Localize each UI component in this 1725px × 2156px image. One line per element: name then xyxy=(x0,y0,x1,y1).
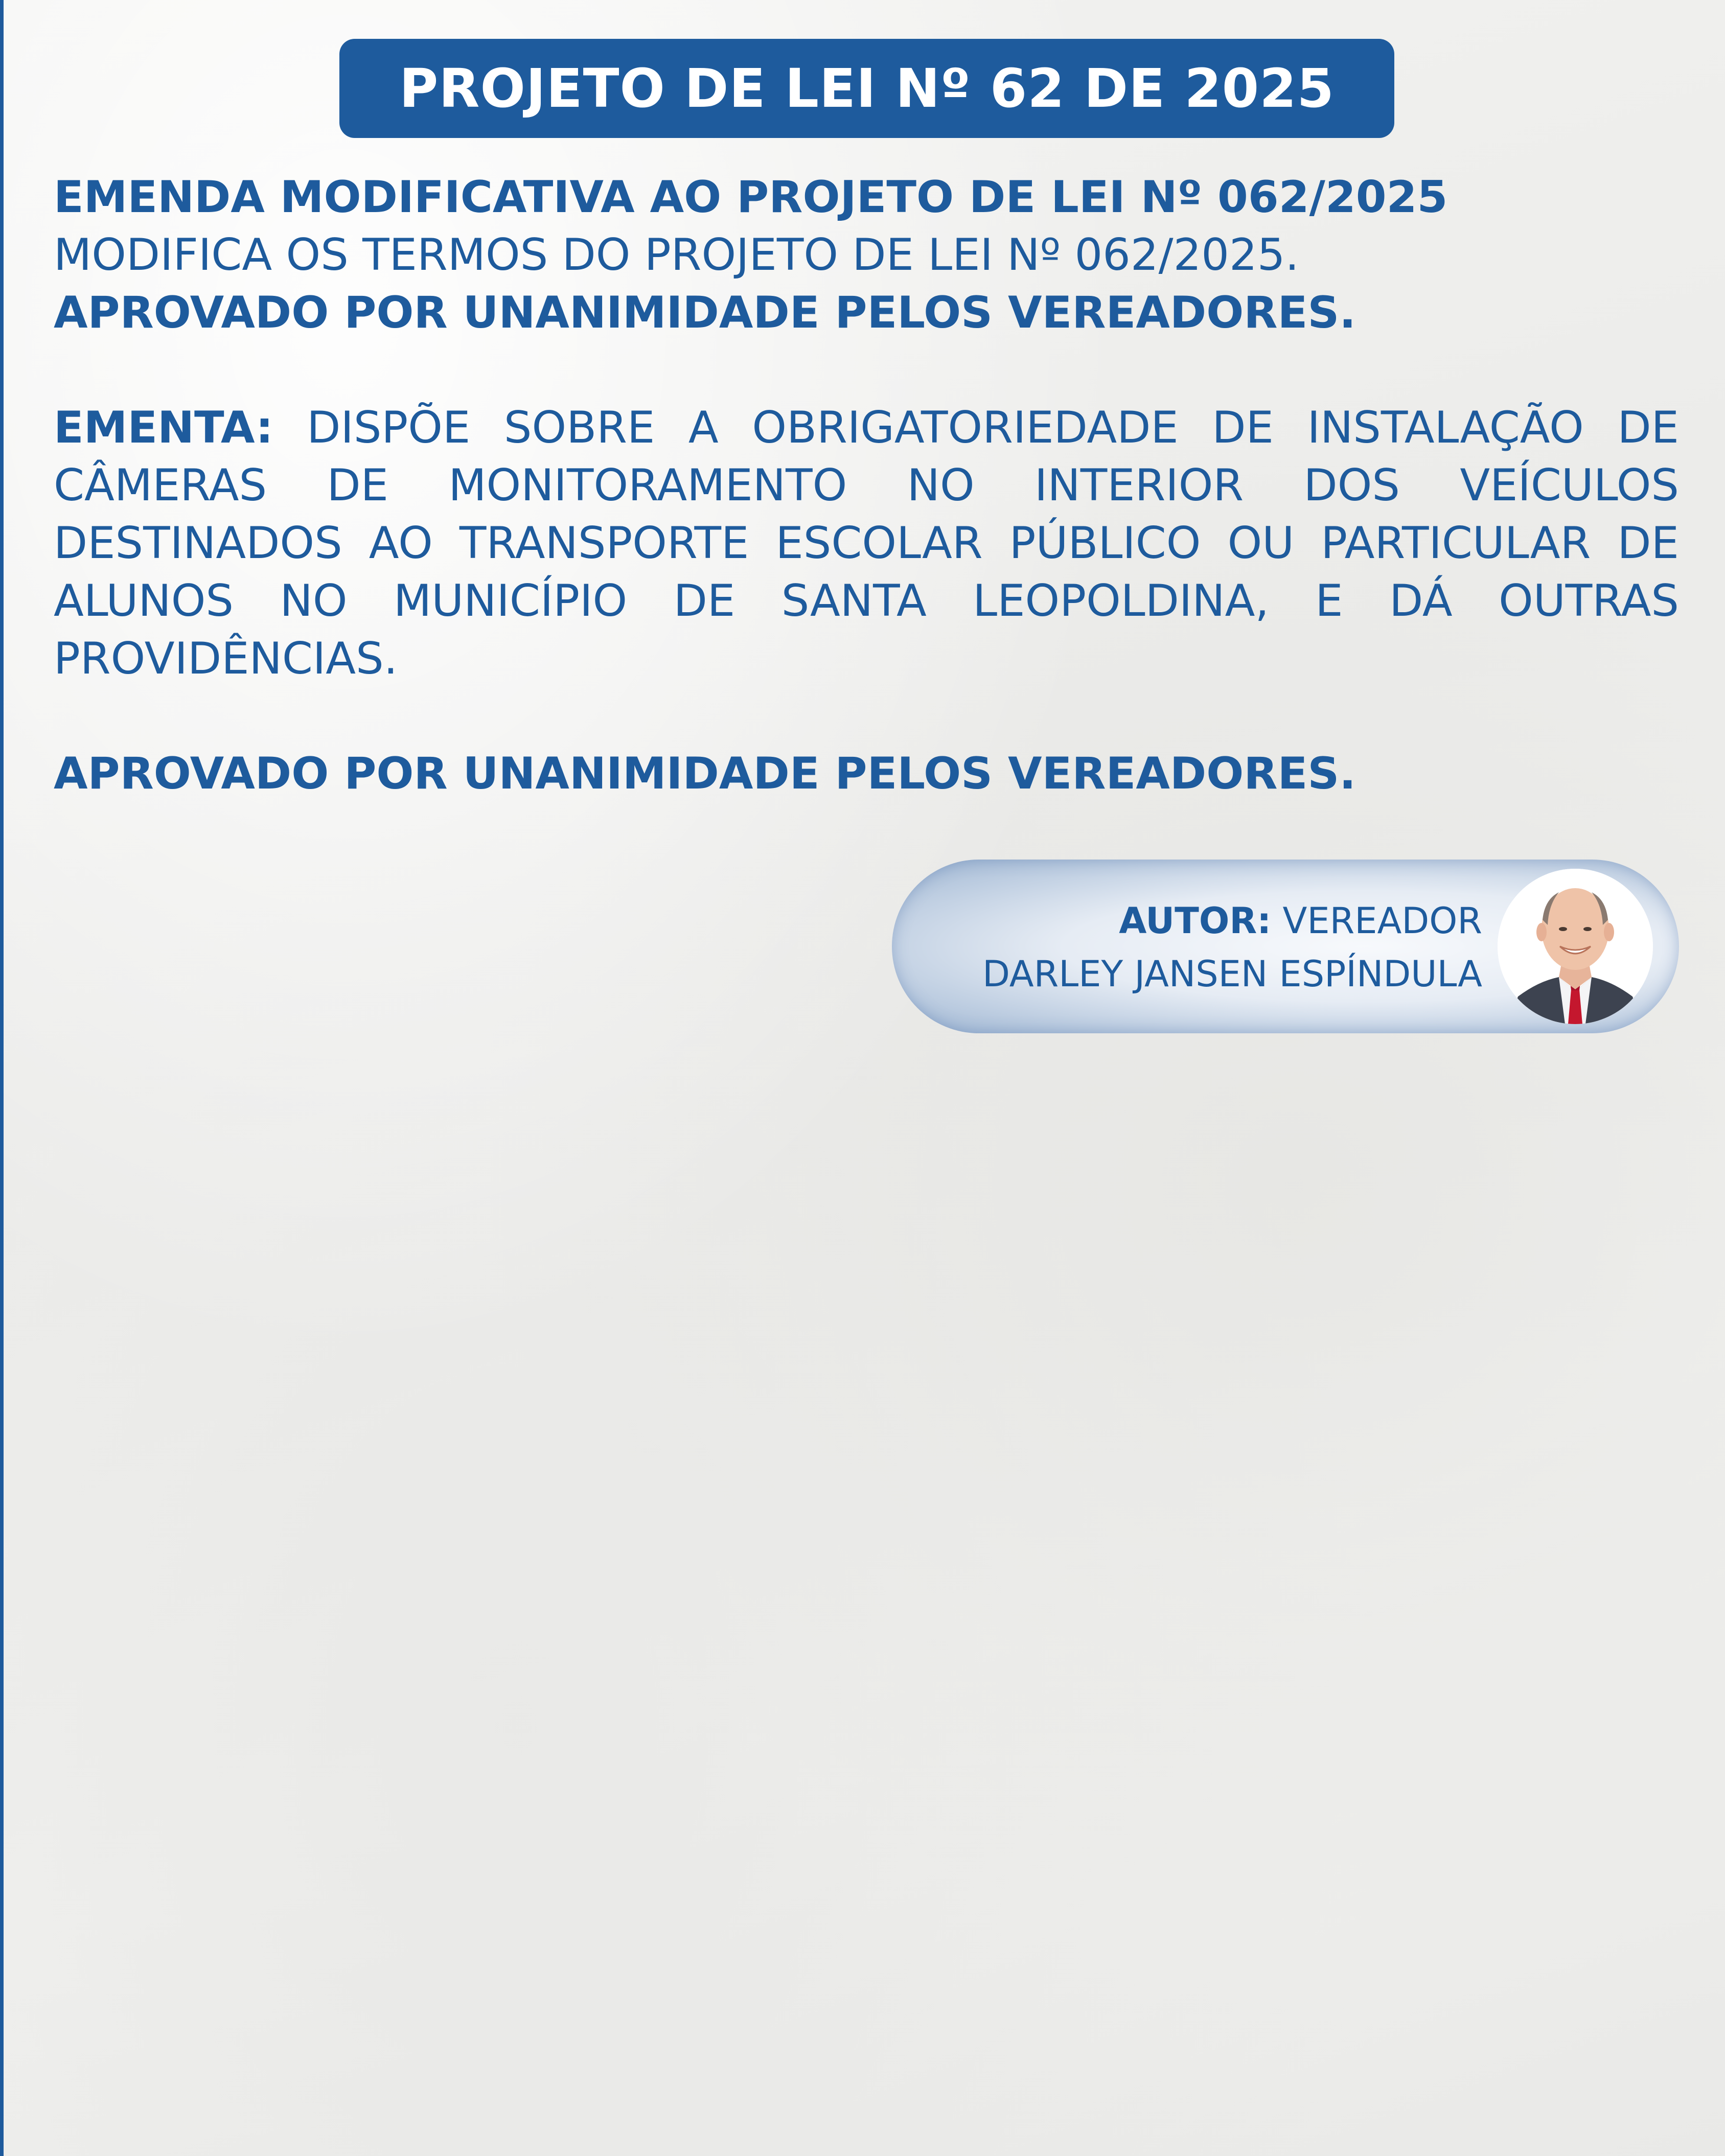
author-role: VEREADOR xyxy=(1282,900,1482,942)
author-portrait-icon xyxy=(1498,869,1653,1024)
author-name: DARLEY JANSEN ESPÍNDULA xyxy=(982,953,1482,995)
ementa-label: EMENTA: xyxy=(54,402,273,453)
amendment-status: APROVADO POR UNANIMIDADE PELOS VEREADORES. xyxy=(54,287,1356,338)
left-border-accent xyxy=(0,0,4,2156)
amendment-title: EMENDA MODIFICATIVA AO PROJETO DE LEI Nº 062/2025 xyxy=(54,172,1448,223)
main-content xyxy=(54,169,1679,803)
author-card xyxy=(892,860,1679,1033)
ementa-text: DISPÕE SOBRE A OBRIGATORIEDADE DE INSTALAÇÃO DE CÂMERAS DE MONITORAMENTO NO INTERIOR DOS VEÍCULOS DESTINADOS AO TRANSPORTE ESCOLAR PÚBLICO OU PARTICULAR DE ALUNOS NO MUNICÍPIO DE SANTA LEOPOLDINA, E DÁ OUTRAS PROVIDÊNCIAS. xyxy=(54,402,1680,684)
author-info xyxy=(982,894,1482,1001)
amendment-description: MODIFICA OS TERMOS DO PROJETO DE LEI Nº 062/2025. xyxy=(54,229,1299,281)
title-banner xyxy=(339,39,1394,138)
avatar xyxy=(1498,869,1653,1024)
ementa-paragraph xyxy=(54,399,1679,688)
page-title: PROJETO DE LEI Nº 62 DE 2025 xyxy=(399,57,1335,120)
author-label: AUTOR: xyxy=(1119,900,1272,942)
ementa-status: APROVADO POR UNANIMIDADE PELOS VEREADORES. xyxy=(54,748,1356,799)
